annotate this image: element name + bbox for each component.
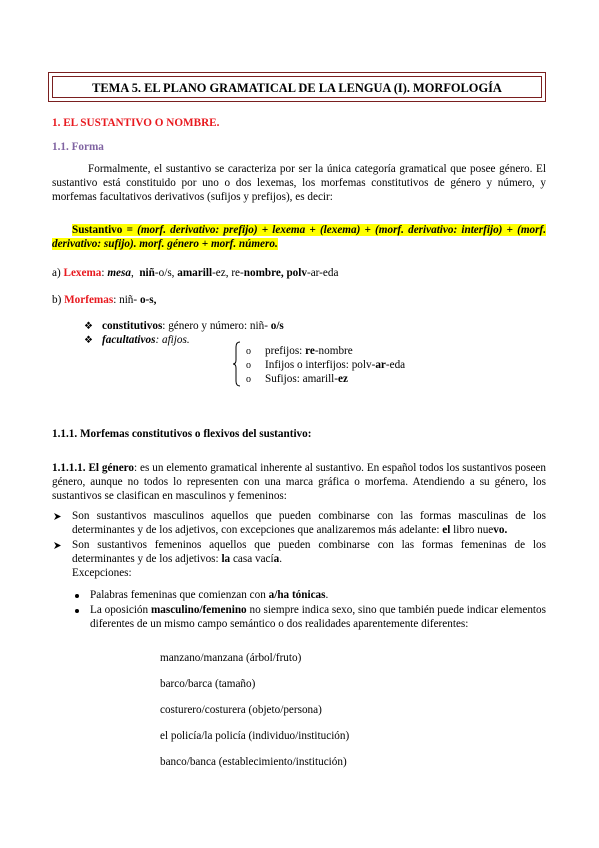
afijo-item bbox=[265, 372, 348, 386]
afijo-text: prefijos: bbox=[265, 345, 306, 357]
constitutivos-label: constitutivos bbox=[102, 320, 163, 332]
lexema-colon: : bbox=[101, 267, 108, 279]
arrow-item-text: Son sustantivos masculinos aquellos que pueden combinarse con las formas masculinas de los determinantes y de los adjetivos, con excepciones que analizaremos más adelante: bbox=[72, 510, 546, 537]
lexema-rest: -ar-eda bbox=[306, 267, 339, 279]
afijo-text: -eda bbox=[385, 359, 406, 371]
morfemas-prefix: b) bbox=[52, 294, 65, 306]
afijo-bold: ar bbox=[375, 359, 386, 371]
example-line: banco/banca (establecimiento/institución) bbox=[160, 756, 347, 768]
constitutivos-example: o/s bbox=[270, 320, 284, 332]
afijo-item bbox=[265, 358, 405, 372]
facultativos-label: facultativos bbox=[102, 334, 156, 346]
afijo-text: Sufijos: amarill- bbox=[265, 373, 339, 385]
morfemas-label: Morfemas bbox=[64, 294, 114, 306]
lexema-word: polv bbox=[286, 267, 307, 279]
morfemas-line bbox=[52, 293, 156, 307]
dot-item-text: La oposición bbox=[90, 604, 151, 616]
lexema-prefix: a) bbox=[52, 267, 64, 279]
afijo-item bbox=[265, 344, 353, 358]
dot-bullet-icon bbox=[75, 594, 79, 598]
formula-rest: = (morf. derivativo: prefijo) + lexema + (lexema) + (morf. derivativo: interfijo) + (morf. derivativo: sufijo). morf. género + morf. número. bbox=[52, 224, 546, 251]
lexema-line bbox=[52, 266, 338, 280]
circle-bullet-icon: o bbox=[246, 374, 251, 385]
arrow-item-bold: el bbox=[442, 524, 451, 537]
intro-paragraph: Formalmente, el sustantivo se caracteriza por ser la única categoría gramatical que posee género. El sustantivo está constituido por uno o dos lexemas, los morfemas constitutivos de género y número, y morfemas facultativos derivativos (sufijos y prefijos), es decir: bbox=[52, 163, 546, 204]
arrow-item-masculine bbox=[72, 509, 546, 537]
example-line: el policía/la policía (individuo/institución) bbox=[160, 730, 350, 742]
dot-item-bold: masculino/femenino bbox=[150, 604, 247, 616]
lexema-word: mesa bbox=[107, 267, 131, 279]
afijo-bold: ez bbox=[338, 373, 348, 385]
example-line: manzano/manzana (árbol/fruto) bbox=[160, 652, 302, 664]
lexema-sep: , bbox=[130, 267, 140, 279]
lexema-word: niñ bbox=[139, 267, 155, 279]
dot-item-text: . bbox=[325, 589, 329, 601]
circle-bullet-icon: o bbox=[246, 346, 251, 357]
lexema-rest: -o/s, bbox=[154, 267, 178, 279]
circle-bullet-icon: o bbox=[246, 360, 251, 371]
arrow-item-bold: la bbox=[221, 553, 231, 566]
arrow-item-text: casa vací bbox=[230, 553, 274, 566]
facultativos-text: : afijos. bbox=[155, 334, 190, 346]
excepciones-label: Excepciones: bbox=[72, 567, 132, 579]
arrow-item-text: libro nue bbox=[450, 524, 494, 537]
arrow-item-text: Son sustantivos femeninos aquellos que pueden combinarse con las formas femeninas de los determinantes y de los adjetivos: bbox=[72, 539, 546, 566]
arrow-item-bold: vo. bbox=[493, 524, 508, 537]
dot-item-bold: a/ha tónicas bbox=[268, 589, 326, 601]
genero-paragraph bbox=[52, 461, 546, 504]
example-line: barco/barca (tamaño) bbox=[160, 678, 256, 690]
subsubsection-heading: 1.1.1. Morfemas constitutivos o flexivos del sustantivo: bbox=[52, 428, 312, 440]
formula-term: Sustantivo bbox=[72, 224, 123, 236]
diamond-bullet-icon: ❖ bbox=[84, 335, 93, 346]
title-box bbox=[48, 72, 546, 102]
formula-block bbox=[52, 223, 546, 251]
morfemas-example: o-s, bbox=[139, 294, 157, 306]
genero-text: : es un elemento gramatical inherente al sustantivo. En español todos los sustantivos poseen género, aunque no todos lo representen con una marca gráfica o morfema. Atendiendo a su género, los sustantivos se clasifican en masculinos y femeninos: bbox=[52, 462, 546, 503]
page-title: TEMA 5. EL PLANO GRAMATICAL DE LA LENGUA (I). MORFOLOGÍA bbox=[92, 81, 502, 95]
constitutivos-text: : género y número: niñ- bbox=[162, 320, 271, 332]
dot-item-text: no siempre indica sexo, sino que también puede indicar elementos diferentes de un mismo campo semántico o dos realidades aparentemente diferentes: bbox=[90, 604, 546, 631]
dot-item bbox=[90, 588, 328, 602]
afijo-text: -nombre bbox=[314, 345, 353, 357]
diamond-bullet-icon: ❖ bbox=[84, 321, 93, 332]
lexema-word: amarill bbox=[177, 267, 213, 279]
arrow-bullet-icon bbox=[53, 512, 62, 521]
dot-item bbox=[90, 603, 546, 631]
subsection-heading: 1.1. Forma bbox=[52, 141, 104, 153]
lexema-rest: -ez, re- bbox=[212, 267, 244, 279]
constitutivos-item bbox=[102, 319, 284, 333]
genero-label: 1.1.1.1. El género bbox=[52, 462, 135, 474]
lexema-label: Lexema bbox=[63, 267, 102, 279]
arrow-item-bold: a bbox=[273, 553, 280, 566]
lexema-word: nombre, bbox=[243, 267, 284, 279]
facultativos-item bbox=[102, 333, 190, 347]
curly-brace-icon bbox=[232, 341, 241, 387]
dot-bullet-icon bbox=[75, 609, 79, 613]
section-heading: 1. EL SUSTANTIVO O NOMBRE. bbox=[52, 117, 220, 129]
morfemas-colon: : niñ- bbox=[113, 294, 140, 306]
example-line: costurero/costurera (objeto/persona) bbox=[160, 704, 322, 716]
arrow-item-text: . bbox=[279, 553, 283, 566]
dot-item-text: Palabras femeninas que comienzan con bbox=[90, 589, 269, 601]
arrow-item-feminine bbox=[72, 538, 546, 566]
afijo-bold: re bbox=[305, 345, 315, 357]
afijo-text: Infijos o interfijos: polv- bbox=[265, 359, 376, 371]
arrow-bullet-icon bbox=[53, 541, 62, 550]
